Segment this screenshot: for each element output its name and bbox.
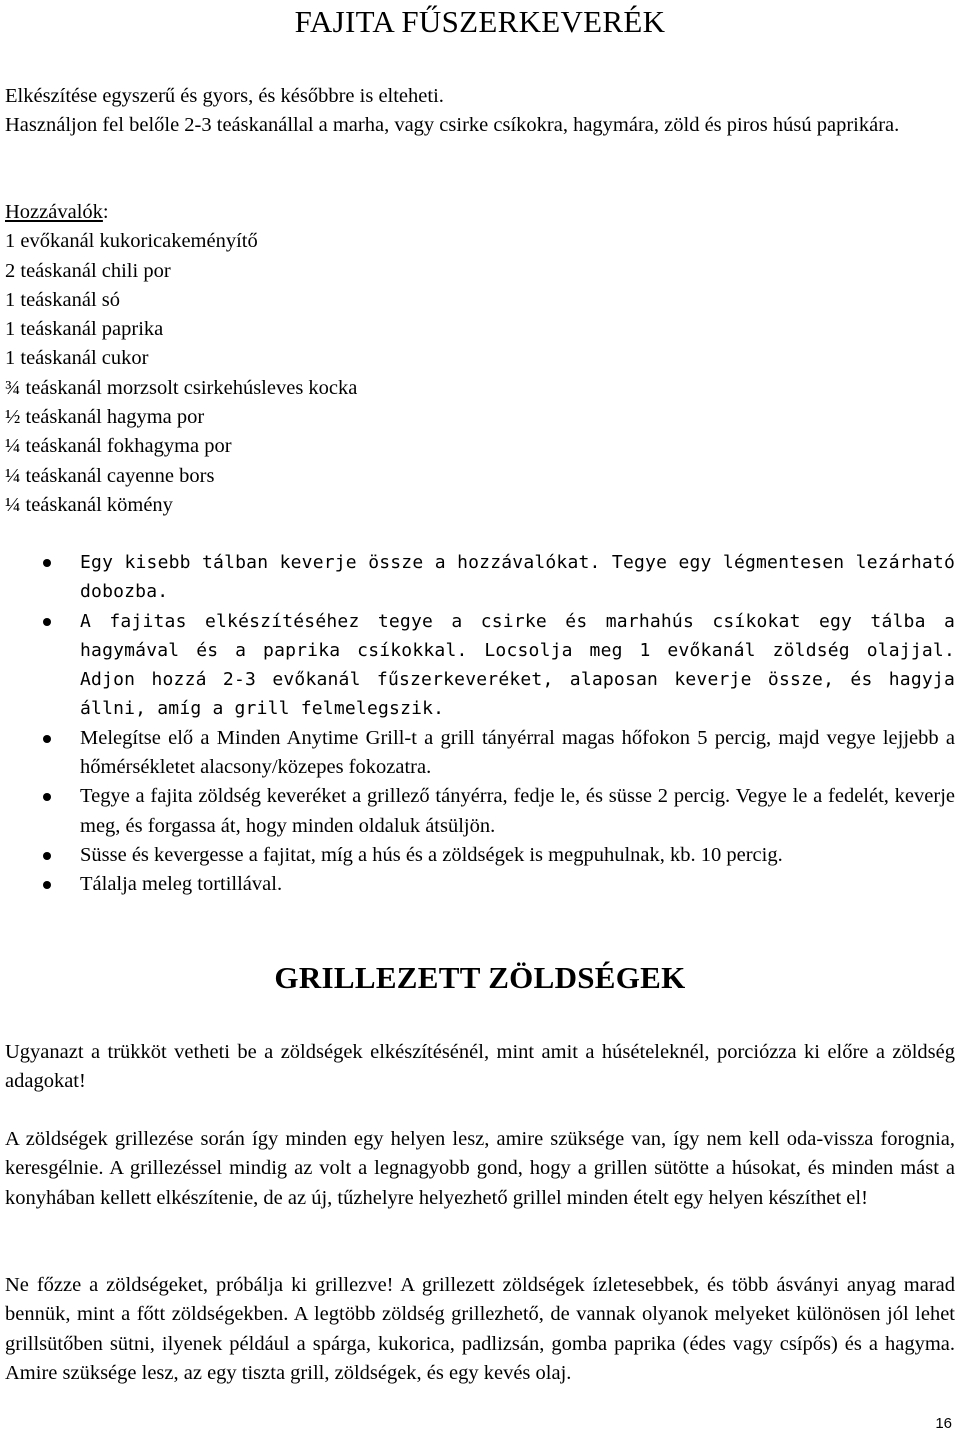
step-item — [0, 548, 955, 607]
bullet-icon — [43, 793, 51, 801]
step-text: Tálalja meleg tortillával. — [80, 873, 283, 896]
ingredients-heading-colon: : — [102, 201, 109, 223]
body-paragraph: A zöldségek grillezése során így minden egy helyen lesz, amire szüksége van, így nem kell oda-vissza forognia, keresgélnie. A grillezéssel mindig az volt a legnagyobb gond, hogy a grillen sütötte a húsokat, és minden mást a konyhában kellett elkészítenie, de az új, tűzhelyre helyezhető grillel minden ételt egy helyen készíthet el! — [5, 1128, 955, 1209]
bullet-icon — [43, 559, 51, 567]
body-paragraph: Ugyanazt a trükköt vetheti be a zöldségek elkészítésénél, mint amit a húsételeknél, porciózza ki előre a zöldség adagokat! — [5, 1041, 955, 1093]
step-item — [0, 724, 955, 783]
intro-line: Elkészítése egyszerű és gyors, és későbbre is elteheti. — [5, 85, 444, 107]
step-text: Tegye a fajita zöldség keveréket a grillező tányérra, fedje le, és süsse 2 percig. Vegye le a fedelét, keverje meg, és forgassa át, hogy minden oldaluk átsüljön. — [80, 785, 955, 837]
ingredient-item: 1 teáskanál só — [5, 288, 120, 311]
step-text: Egy kisebb tálban keverje össze a hozzávalókat. Tegye egy légmentesen lezárható dobozba. — [80, 552, 955, 603]
intro-line: Használjon fel belőle 2-3 teáskanállal a marha, vagy csirke csíkokra, hagymára, zöld és piros húsú paprikára. — [5, 114, 900, 137]
ingredient-item: 1 evőkanál kukoricakeményítő — [5, 230, 258, 253]
bullet-icon — [43, 735, 51, 743]
ingredient-item: ½ teáskanál hagyma por — [5, 406, 205, 429]
recipe-title-grilled-vegetables: GRILLEZETT ZÖLDSÉGEK — [274, 960, 686, 995]
step-item — [0, 841, 955, 870]
ingredient-item: ¼ teáskanál fokhagyma por — [5, 435, 232, 458]
step-text: Melegítse elő a Minden Anytime Grill-t a grill tányérral magas hőfokon 5 percig, majd vegye lejjebb a hőmérsékletet alacsony/közepes fokozatra. — [80, 726, 955, 779]
step-item — [0, 607, 955, 724]
ingredient-item: ¾ teáskanál morzsolt csirkehúsleves kocka — [5, 376, 358, 399]
ingredient-item: ¼ teáskanál cayenne bors — [5, 464, 215, 487]
body-paragraph: Ne főzze a zöldségeket, próbálja ki grillezve! A grillezett zöldségek ízletesebbek, és több ásványi anyag marad bennük, mint a főtt zöldségekben. A legtöbb zöldség grillezhető, de vannak olyanok melyeket különösen jól lehet grillsütőben sütni, ilyenek például a spárga, kukorica, padlizsán, gomba paprika (édes vagy csípős) és a hagyma. Amire szüksége lesz, az egy tiszta grill, zöldségek, és egy kevés olaj. — [5, 1274, 955, 1384]
ingredient-item: 1 teáskanál cukor — [5, 347, 149, 370]
steps-list — [0, 548, 955, 900]
ingredients-section — [5, 198, 955, 520]
recipe-intro — [5, 82, 955, 141]
bullet-icon — [43, 618, 51, 626]
ingredients-heading-line — [5, 198, 955, 227]
ingredient-item: ¼ teáskanál kömény — [5, 493, 173, 516]
page-number: 16 — [935, 1415, 952, 1432]
step-text: Süsse és kevergesse a fajitat, míg a hús és a zöldségek is megpuhulnak, kb. 10 percig. — [80, 843, 783, 866]
recipe-title-fajita: FAJITA FŰSZERKEVERÉK — [294, 4, 666, 39]
ingredient-item: 1 teáskanál paprika — [5, 318, 164, 341]
step-item — [0, 782, 955, 841]
step-item — [0, 870, 955, 899]
ingredient-item: 2 teáskanál chili por — [5, 259, 171, 282]
ingredients-list — [5, 227, 955, 520]
step-text: A fajitas elkészítéséhez tegye a csirke és marhahús csíkokat egy tálba a hagymával és a paprika csíkokkal. Locsolja meg 1 evőkanál zöldség olajjal. Adjon hozzá 2-3 evőkanál fűszerkeveréket, alaposan keverje össze, és hagyja állni, amíg a grill felmelegszik. — [80, 610, 955, 720]
ingredients-heading: Hozzávalók — [5, 201, 103, 223]
bullet-icon — [43, 881, 51, 889]
bullet-icon — [43, 852, 51, 860]
